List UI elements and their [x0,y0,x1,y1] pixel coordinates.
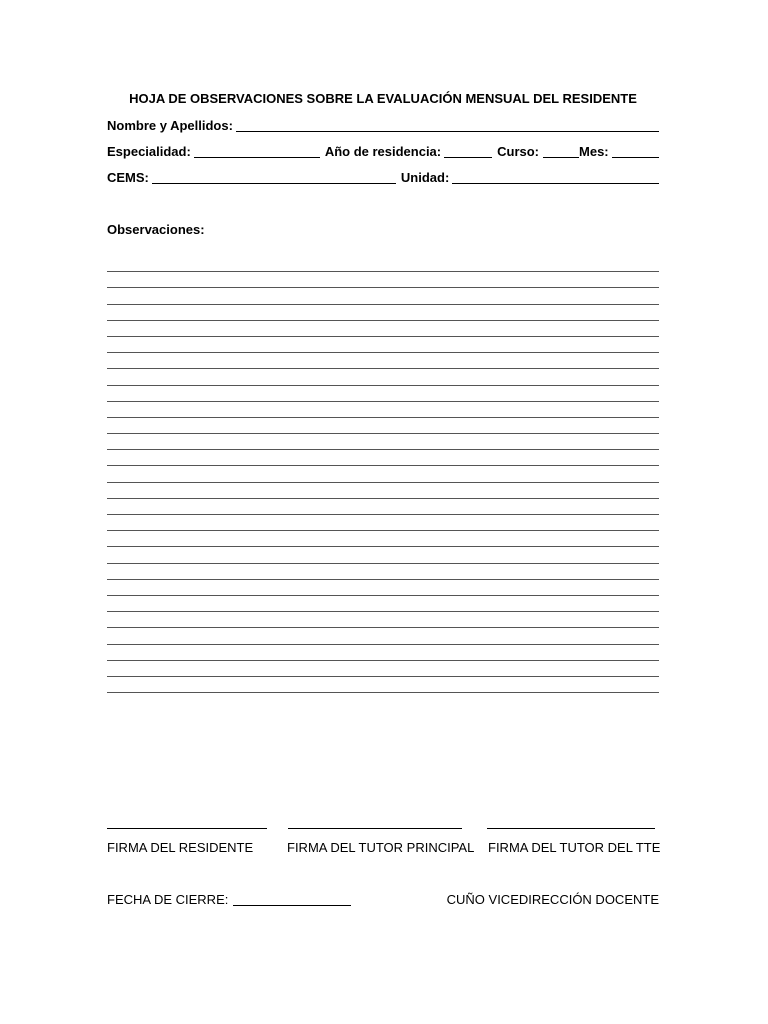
month-blank-line[interactable] [612,145,659,158]
resident-signature-label: FIRMA DEL RESIDENTE [107,840,254,855]
observation-line[interactable] [107,305,659,321]
document-title: HOJA DE OBSERVACIONES SOBRE LA EVALUACIÓN MENSUAL DEL RESIDENTE [129,91,637,106]
observation-line[interactable] [107,256,659,272]
observation-line[interactable] [107,402,659,418]
name-field-row [107,116,659,134]
name-label: Nombre y Apellidos: [107,118,233,133]
tte-tutor-signature-label: FIRMA DEL TUTOR DEL TTE [488,840,661,855]
closing-date-blank-line[interactable] [233,893,351,906]
stamp-label: CUÑO VICEDIRECCIÓN DOCENTE [446,892,659,907]
unit-label: Unidad: [400,170,450,185]
resident-signature-line [107,828,267,829]
course-label: Curso: [497,144,540,159]
observation-line[interactable] [107,450,659,466]
principal-tutor-signature-label: FIRMA DEL TUTOR PRINCIPAL [287,840,475,855]
tte-tutor-signature-line [487,828,655,829]
closing-date-row [107,892,351,908]
observation-line[interactable] [107,272,659,288]
observations-lines[interactable] [107,256,659,693]
residency-year-blank-line[interactable] [444,145,492,158]
observation-line[interactable] [107,531,659,547]
observation-line[interactable] [107,547,659,563]
observation-line[interactable] [107,353,659,369]
unit-blank-line[interactable] [452,171,659,184]
principal-tutor-signature-line [288,828,462,829]
observation-line[interactable] [107,661,659,677]
specialty-field-row [107,142,659,160]
residency-year-label: Año de residencia: [324,144,442,159]
observation-line[interactable] [107,564,659,580]
month-label: Mes: [579,144,609,159]
observation-line[interactable] [107,466,659,482]
closing-date-label: FECHA DE CIERRE: [107,892,229,907]
observation-line[interactable] [107,434,659,450]
observation-line[interactable] [107,580,659,596]
observation-line[interactable] [107,596,659,612]
observation-line[interactable] [107,418,659,434]
observation-line[interactable] [107,369,659,385]
observation-line[interactable] [107,499,659,515]
observation-line[interactable] [107,677,659,693]
cems-label: CEMS: [107,170,149,185]
name-blank-line[interactable] [236,119,659,132]
specialty-label: Especialidad: [107,144,191,159]
observation-line[interactable] [107,645,659,661]
course-blank-line[interactable] [543,145,579,158]
observation-line[interactable] [107,386,659,402]
specialty-blank-line[interactable] [194,145,320,158]
observation-line[interactable] [107,515,659,531]
observations-label: Observaciones: [107,222,205,237]
observation-line[interactable] [107,288,659,304]
observation-line[interactable] [107,483,659,499]
cems-blank-line[interactable] [152,171,396,184]
cems-field-row [107,168,659,186]
observation-line[interactable] [107,321,659,337]
observation-line[interactable] [107,337,659,353]
observation-line[interactable] [107,628,659,644]
observation-line[interactable] [107,612,659,628]
